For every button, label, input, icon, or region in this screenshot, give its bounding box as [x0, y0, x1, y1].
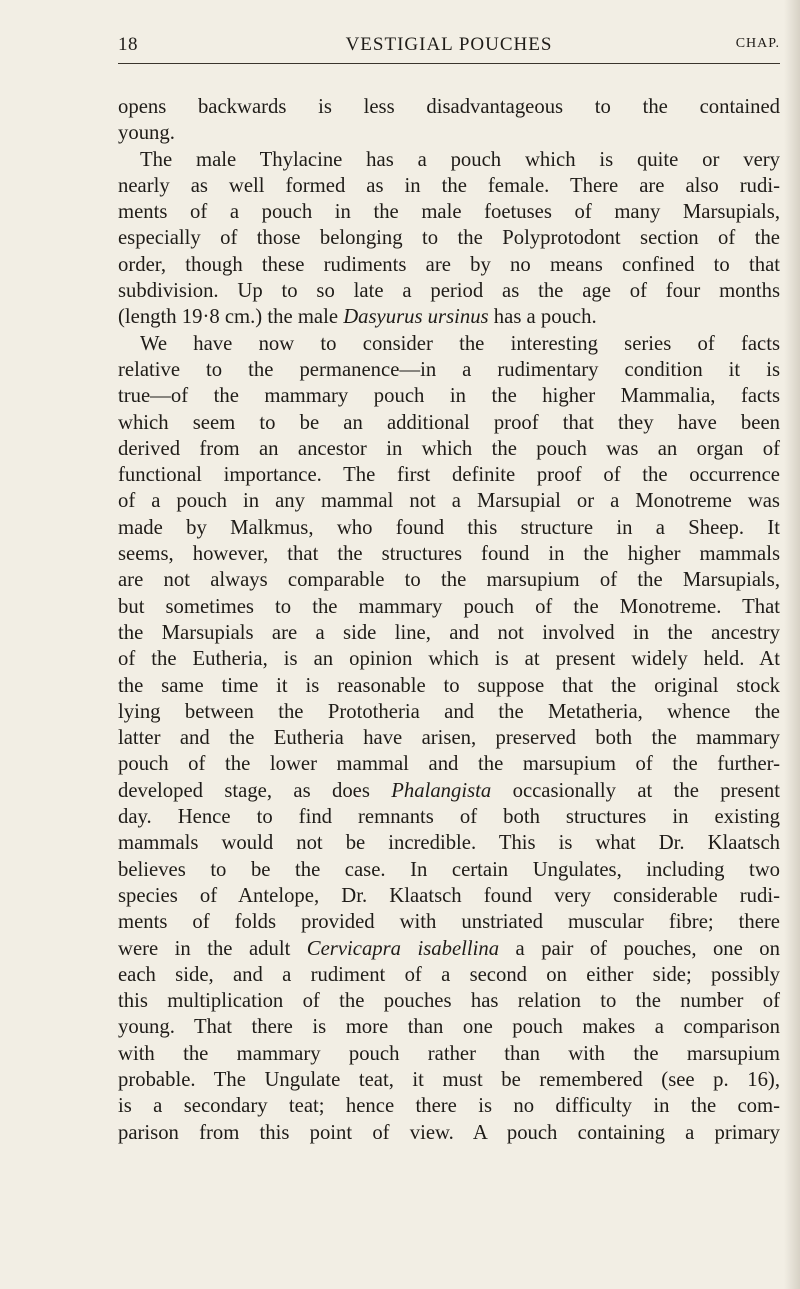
line-text-continued: a pair of pouches, one on [499, 937, 780, 960]
line-text: the same time it is reasonable to suppose that the original stock [118, 674, 780, 697]
text-line [118, 173, 780, 199]
text-line [118, 515, 780, 541]
text-line [118, 620, 780, 646]
line-text: parison from this point of view. A pouch containing a primary [118, 1121, 780, 1144]
line-text: species of Antelope, Dr. Klaatsch found very considerable rudi- [118, 884, 780, 907]
text-line [118, 383, 780, 409]
text-line [118, 567, 780, 593]
text-line [118, 883, 780, 909]
line-text-continued: has a pouch. [488, 306, 597, 329]
line-text: with the mammary pouch rather than with the marsupium [118, 1042, 780, 1065]
text-line [118, 120, 780, 146]
line-text: believes to be the case. In certain Ungulates, including two [118, 858, 780, 881]
text-line [118, 646, 780, 672]
body-text [118, 94, 780, 1146]
text-line [118, 1093, 780, 1119]
line-text: young. [118, 122, 175, 145]
text-line [118, 936, 780, 962]
line-text-continued: occasionally at the present [491, 779, 780, 802]
text-line [118, 225, 780, 251]
running-title: VESTIGIAL POUCHES [345, 34, 553, 55]
text-line [118, 147, 780, 173]
line-text: developed stage, as does [118, 779, 392, 802]
text-line [118, 988, 780, 1014]
line-text: are not always comparable to the marsupium of the Marsupials, [118, 569, 780, 592]
text-line [118, 830, 780, 856]
italic-species-name: Dasyurus ursinus [343, 306, 489, 329]
text-line [118, 751, 780, 777]
text-line [118, 94, 780, 120]
text-line [118, 488, 780, 514]
line-text: is a secondary teat; hence there is no difficulty in the com- [118, 1095, 780, 1118]
line-text: nearly as well formed as in the female. There are also rudi- [118, 174, 780, 197]
page-header [118, 34, 780, 58]
text-line [118, 909, 780, 935]
text-line [118, 778, 780, 804]
text-line [118, 1120, 780, 1146]
line-text: this multiplication of the pouches has relation to the number of [118, 990, 780, 1013]
italic-species-name: Phalangista [391, 779, 492, 802]
line-text: true—of the mammary pouch in the higher Mammalia, facts [118, 385, 780, 408]
text-line [118, 1041, 780, 1067]
text-line [118, 673, 780, 699]
line-text: but sometimes to the mammary pouch of the Monotreme. That [118, 595, 780, 618]
text-line [118, 331, 780, 357]
line-text: opens backwards is less disadvantageous to the contained [118, 96, 780, 118]
line-text: especially of those belonging to the Polyprotodont section of the [118, 227, 780, 250]
text-line [118, 725, 780, 751]
line-text: probable. The Ungulate teat, it must be remembered (see p. 16), [118, 1068, 780, 1091]
text-line [118, 410, 780, 436]
line-text: made by Malkmus, who found this structure in a Sheep. It [118, 516, 780, 539]
line-text: functional importance. The first definite proof of the occurrence [118, 464, 780, 487]
line-text: order, though these rudiments are by no means confined to that [118, 253, 780, 276]
text-line [118, 1014, 780, 1040]
text-line [118, 252, 780, 278]
text-line [118, 199, 780, 225]
line-text: seems, however, that the structures found in the higher mammals [118, 543, 780, 566]
page-edge-shadow [784, 0, 800, 1289]
header-rule [118, 63, 780, 64]
text-line [118, 541, 780, 567]
line-text: relative to the permanence—in a rudimentary condition it is [118, 358, 780, 381]
text-line [118, 857, 780, 883]
line-text: lying between the Prototheria and the Metatheria, whence the [118, 700, 780, 723]
text-line [118, 357, 780, 383]
line-text: which seem to be an additional proof that they have been [118, 411, 780, 434]
text-line [118, 1067, 780, 1093]
text-line [118, 436, 780, 462]
italic-species-name: Cervicapra isabellina [306, 937, 500, 960]
line-text: subdivision. Up to so late a period as the age of four months [118, 280, 780, 303]
chapter-label: CHAP. [735, 36, 780, 51]
text-line [118, 699, 780, 725]
line-text: mammals would not be incredible. This is what Dr. Klaatsch [118, 832, 780, 855]
page-number: 18 [118, 34, 138, 55]
line-text: derived from an ancestor in which the pouch was an organ of [118, 437, 780, 460]
line-text: the Marsupials are a side line, and not involved in the ancestry [118, 621, 780, 644]
line-text: ments of a pouch in the male foetuses of many Marsupials, [118, 201, 780, 224]
line-text: day. Hence to find remnants of both structures in existing [118, 806, 780, 829]
line-text: ments of folds provided with unstriated muscular fibre; there [118, 911, 780, 934]
line-text: were in the adult [118, 937, 307, 960]
text-line [118, 594, 780, 620]
line-text: young. That there is more than one pouch makes a comparison [118, 1016, 780, 1039]
line-text: The male Thylacine has a pouch which is quite or very [140, 148, 780, 171]
line-text: (length 19·8 cm.) the male [118, 306, 344, 329]
line-text: each side, and a rudiment of a second on either side; possibly [118, 963, 780, 986]
text-line [118, 462, 780, 488]
text-line [118, 278, 780, 304]
text-line [118, 962, 780, 988]
text-line [118, 804, 780, 830]
line-text: latter and the Eutheria have arisen, preserved both the mammary [118, 727, 780, 750]
line-text: of the Eutheria, is an opinion which is at present widely held. At [118, 648, 780, 671]
line-text: of a pouch in any mammal not a Marsupial or a Monotreme was [118, 490, 780, 513]
line-text: We have now to consider the interesting series of facts [140, 332, 780, 355]
line-text: pouch of the lower mammal and the marsupium of the further- [118, 753, 780, 776]
text-line [118, 304, 780, 330]
